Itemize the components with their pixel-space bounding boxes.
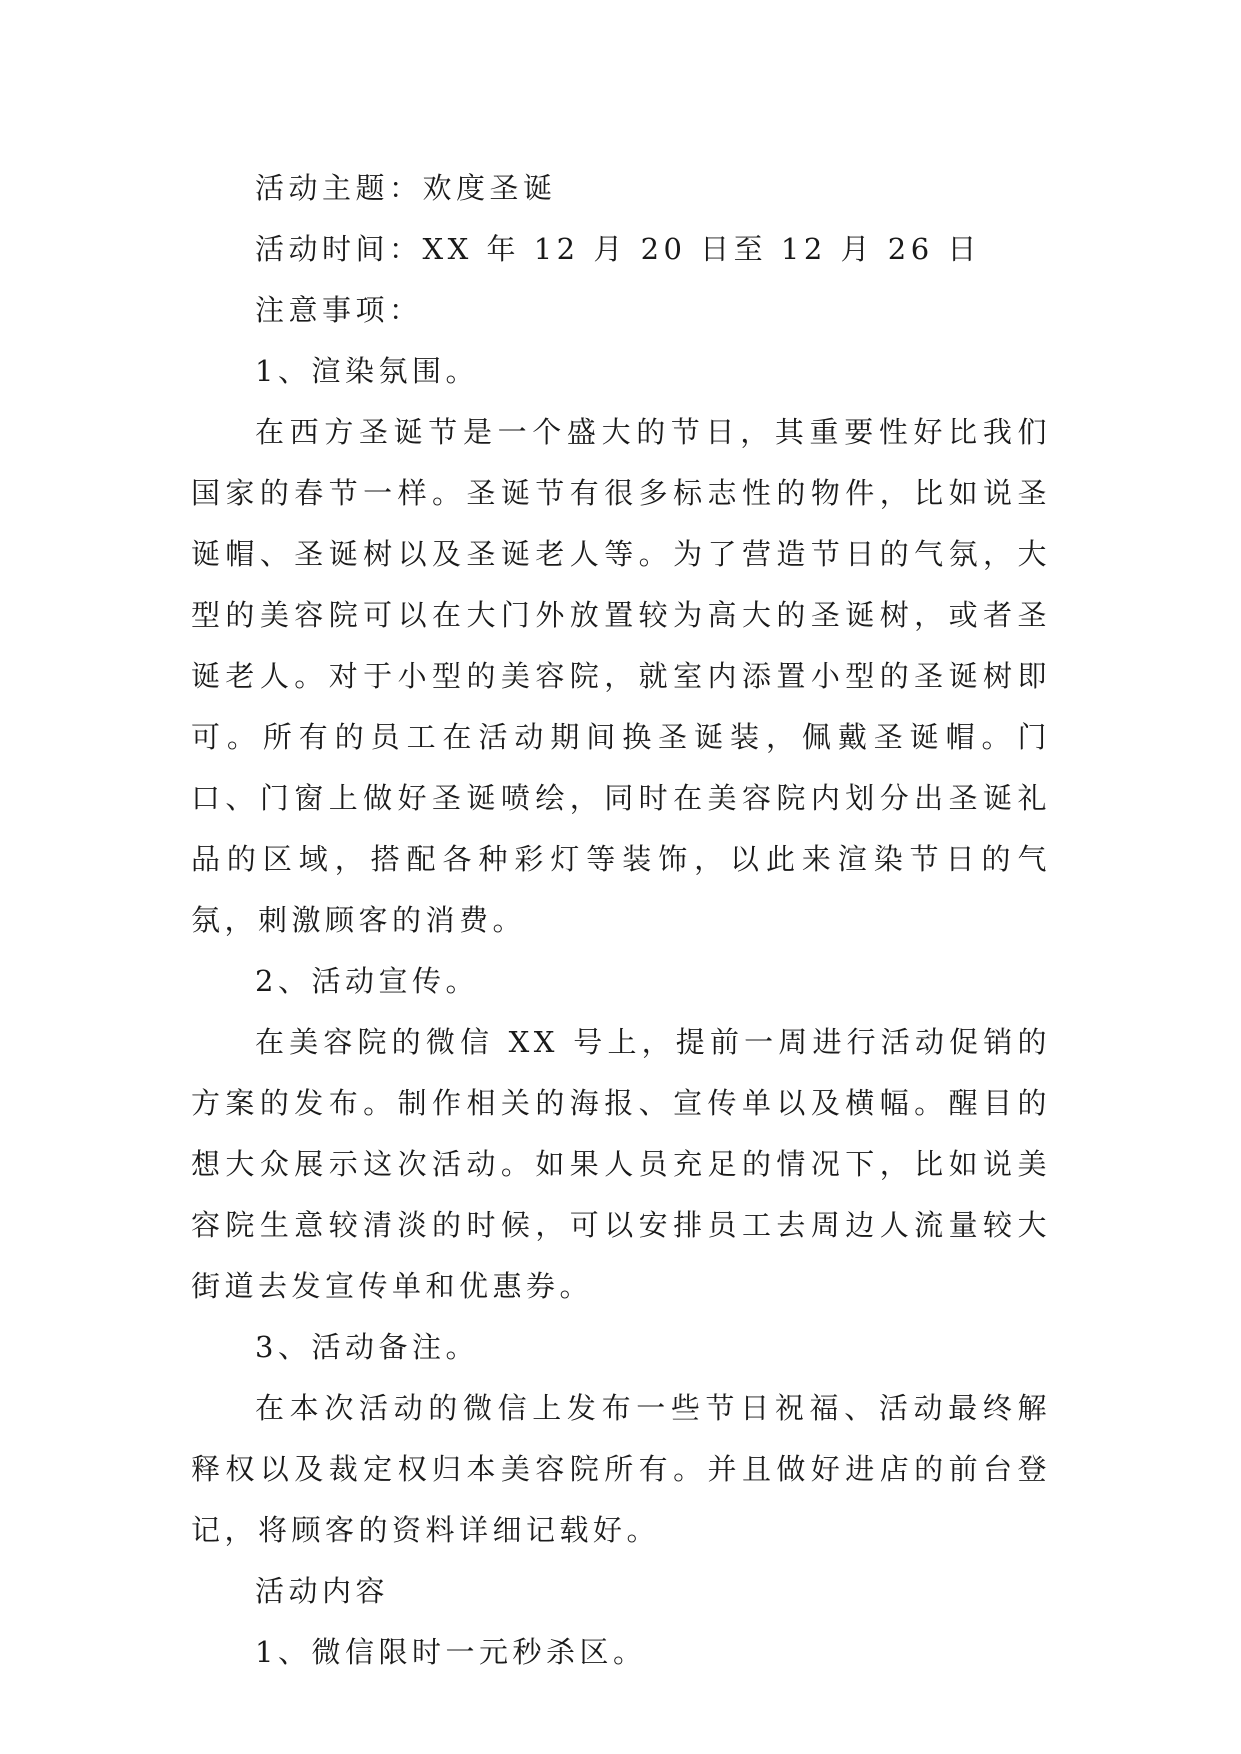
body-paragraph-remarks: 在本次活动的微信上发布一些节日祝福、活动最终解释权以及裁定权归本美容院所有。并且做好进店的前台登记，将顾客的资料详细记载好。 — [191, 1391, 1051, 1547]
activity-content-heading: 活动内容 — [255, 1574, 390, 1608]
section-heading-atmosphere: 1、渲染氛围。 — [255, 354, 479, 388]
section-heading-promotion: 2、活动宣传。 — [255, 964, 479, 998]
document-page — [191, 158, 1051, 1683]
notes-heading: 注意事项： — [255, 293, 423, 327]
body-paragraph-atmosphere: 在西方圣诞节是一个盛大的节日，其重要性好比我们国家的春节一样。圣诞节有很多标志性的物件，比如说圣诞帽、圣诞树以及圣诞老人等。为了营造节日的气氛，大型的美容院可以在大门外放置较为高大的圣诞树，或者圣诞老人。对于小型的美容院，就室内添置小型的圣诞树即可。所有的员工在活动期间换圣诞装，佩戴圣诞帽。门口、门窗上做好圣诞喷绘，同时在美容院内划分出圣诞礼品的区域，搭配各种彩灯等装饰，以此来渲染节日的气氛，刺激顾客的消费。 — [191, 415, 1051, 937]
list-item-flash-sale: 1、微信限时一元秒杀区。 — [255, 1635, 647, 1669]
body-paragraph-promotion: 在美容院的微信 XX 号上，提前一周进行活动促销的方案的发布。制作相关的海报、宣传单以及横幅。醒目的想大众展示这次活动。如果人员充足的情况下，比如说美容院生意较清淡的时候，可以安排员工去周边人流量较大街道去发宣传单和优惠券。 — [191, 1025, 1051, 1303]
activity-theme-line: 活动主题：欢度圣诞 — [255, 171, 557, 205]
activity-time-line: 活动时间：XX 年 12 月 20 日至 12 月 26 日 — [255, 232, 981, 266]
section-heading-remarks: 3、活动备注。 — [255, 1330, 479, 1364]
